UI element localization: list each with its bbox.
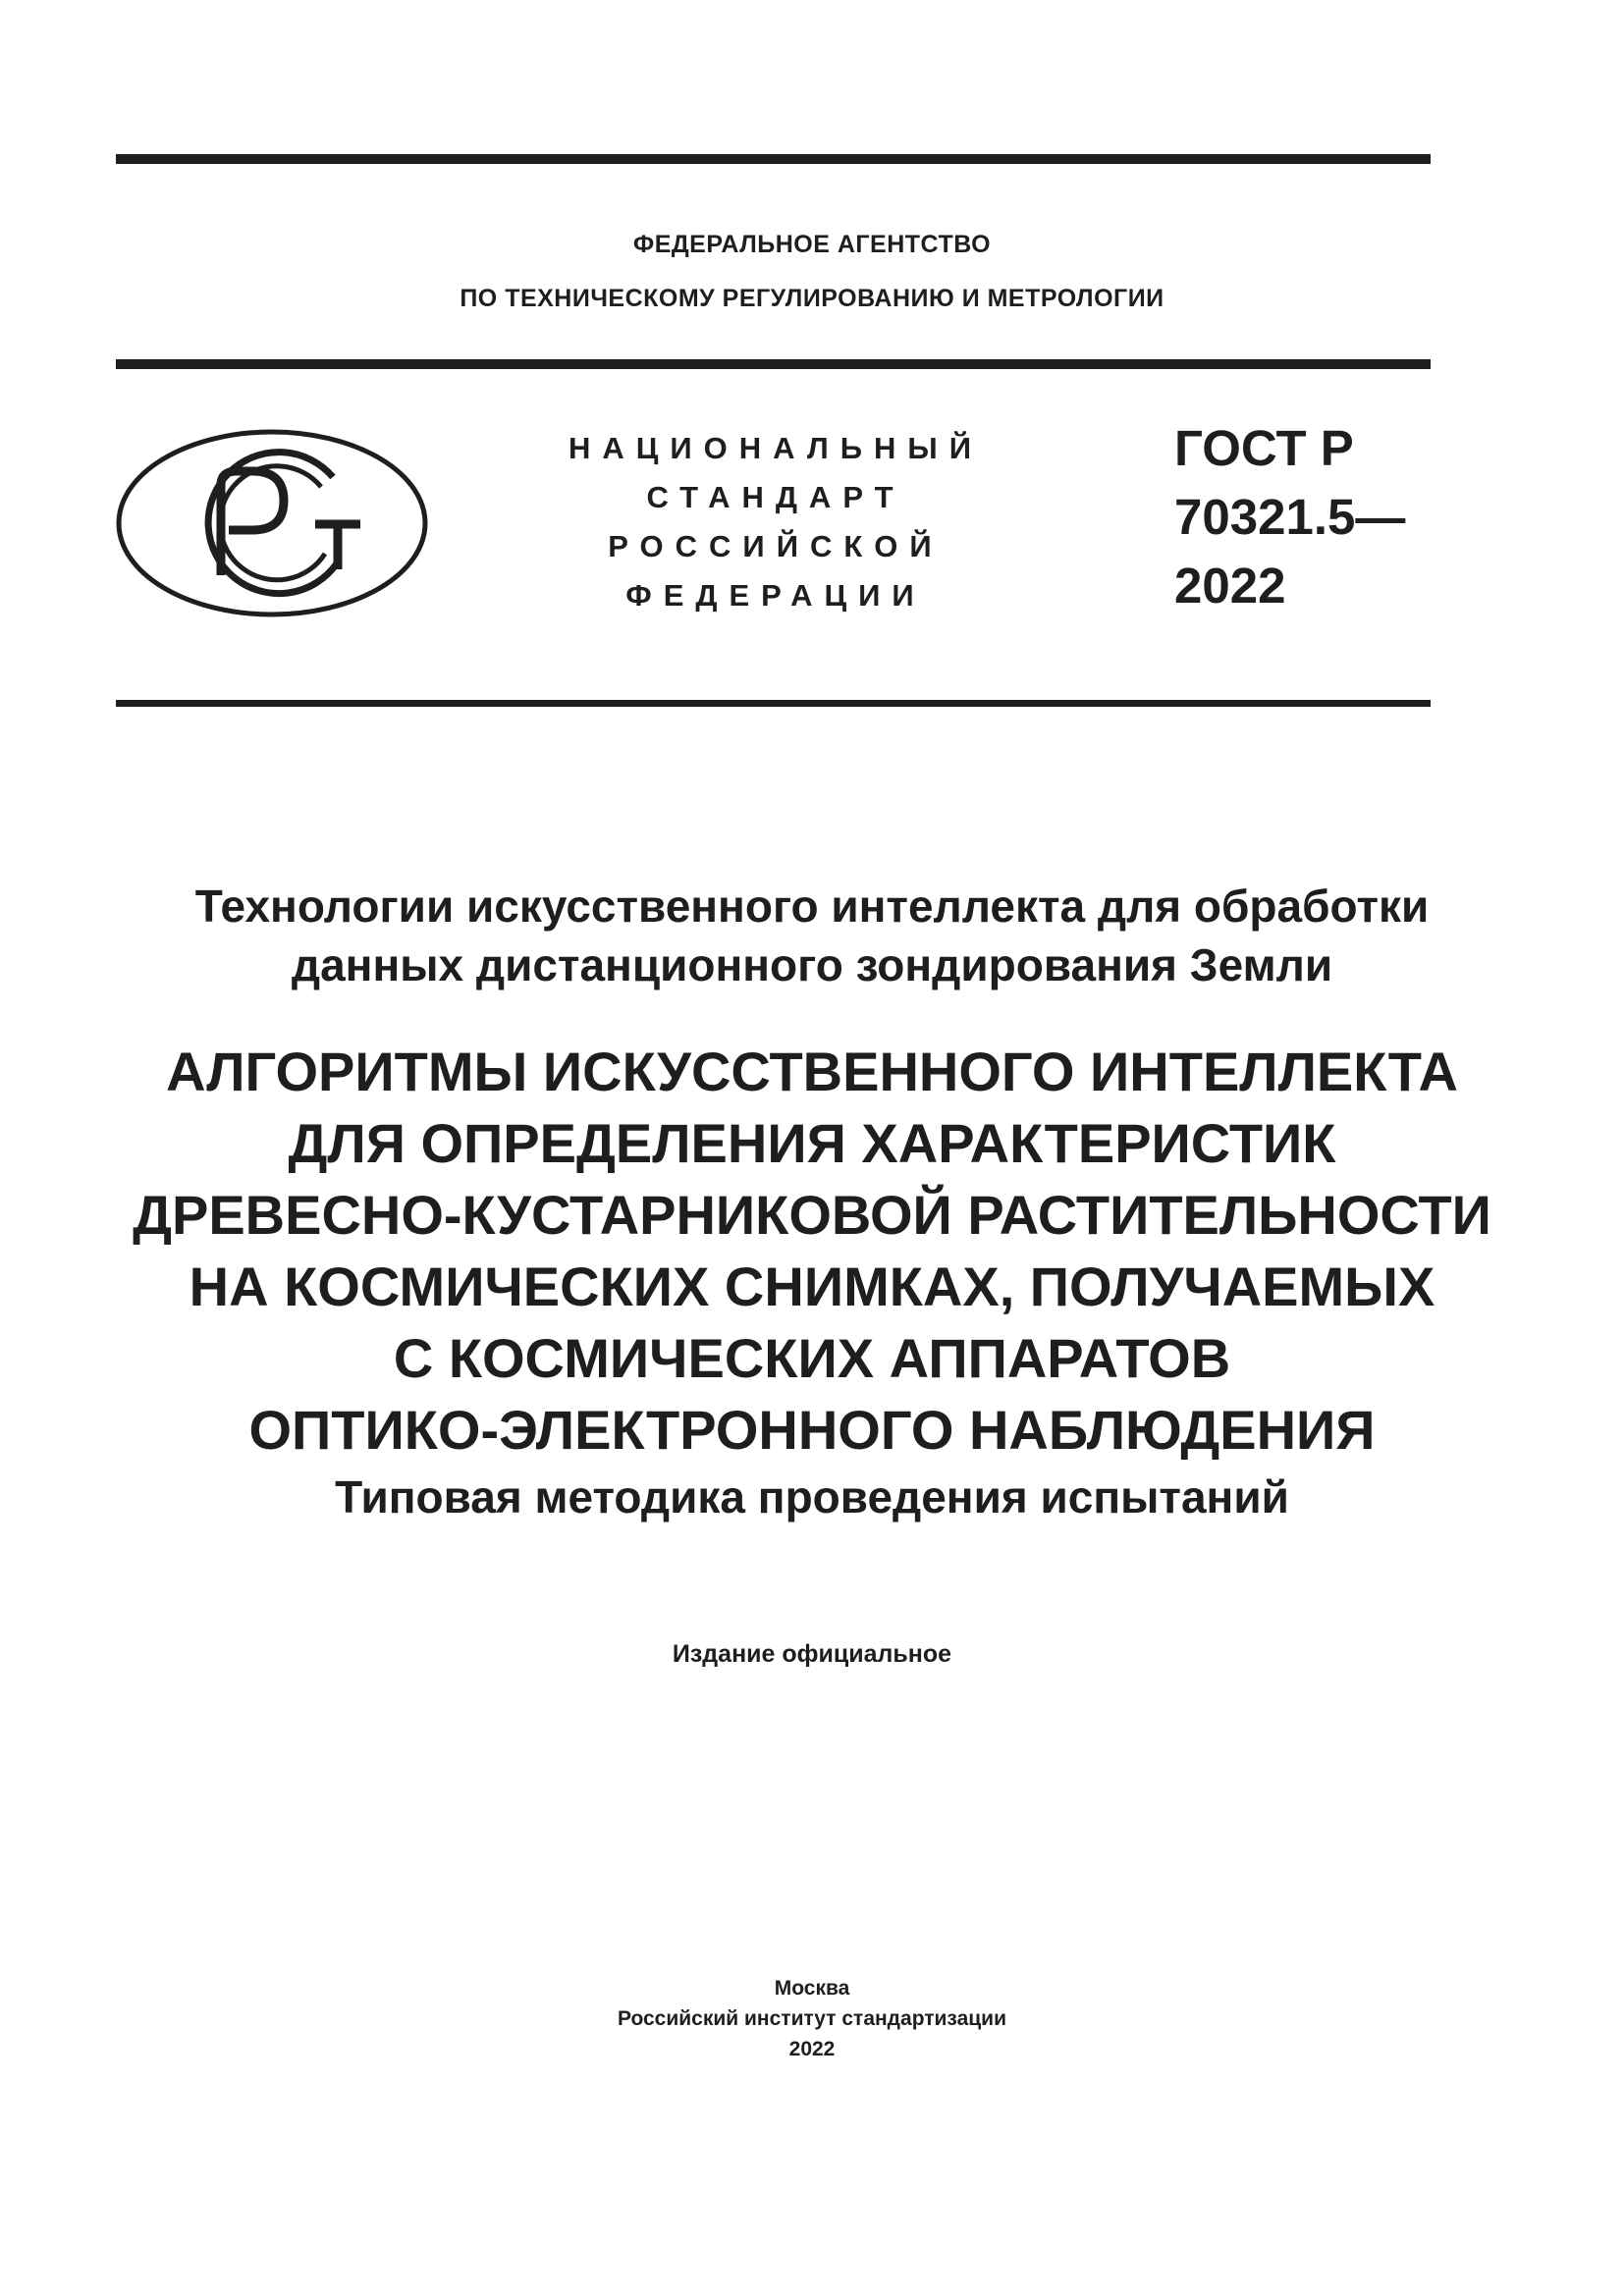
imprint [0, 1973, 1624, 2064]
main-title-line-5: С КОСМИЧЕСКИХ АППАРАТОВ [393, 1327, 1231, 1389]
agency-line-2: ПО ТЕХНИЧЕСКОМУ РЕГУЛИРОВАНИЮ И МЕТРОЛОГИИ [460, 285, 1164, 312]
national-standard-line-1: НАЦИОНАЛЬНЫЙ [568, 431, 984, 465]
agency-name [0, 218, 1624, 326]
rst-mark-icon [115, 428, 429, 618]
national-standard-label [555, 424, 997, 620]
main-title [0, 1036, 1624, 1466]
edition-label: Издание официальное [672, 1640, 952, 1668]
main-title-line-2: ДЛЯ ОПРЕДЕЛЕНИЯ ХАРАКТЕРИСТИК [288, 1112, 1336, 1174]
header-divider [116, 359, 1431, 369]
main-title-line-4: НА КОСМИЧЕСКИХ СНИМКАХ, ПОЛУЧАЕМЫХ [189, 1255, 1435, 1317]
general-title-line-2: данных дистанционного зондирования Земли [291, 939, 1333, 990]
agency-line-1: ФЕДЕРАЛЬНОЕ АГЕНТСТВО [632, 231, 992, 258]
imprint-city: Москва [774, 1977, 850, 2000]
national-standard-line-4: ФЕДЕРАЦИИ [625, 578, 926, 613]
general-title-line-1: Технологии искусственного интеллекта для обработки [194, 881, 1430, 932]
header-bottom-rule [116, 700, 1431, 707]
sub-title: Типовая методика проведения испытаний [335, 1471, 1289, 1522]
national-standard-line-2: СТАНДАРТ [646, 480, 905, 514]
designation-line-1: ГОСТ Р [1174, 420, 1354, 476]
main-title-line-6: ОПТИКО-ЭЛЕКТРОННОГО НАБЛЮДЕНИЯ [248, 1399, 1376, 1461]
top-rule [116, 154, 1431, 164]
designation-line-3: 2022 [1174, 558, 1286, 614]
imprint-year: 2022 [788, 2038, 836, 2060]
national-standard-line-3: РОССИЙСКОЙ [608, 529, 944, 563]
general-title [0, 877, 1624, 994]
designation-line-2: 70321.5— [1174, 489, 1406, 545]
imprint-publisher: Российский институт стандартизации [617, 2007, 1007, 2030]
main-title-line-3: ДРЕВЕСНО-КУСТАРНИКОВОЙ РАСТИТЕЛЬНОСТИ [133, 1184, 1491, 1246]
standard-designation [1174, 414, 1405, 620]
main-title-line-1: АЛГОРИТМЫ ИСКУССТВЕННОГО ИНТЕЛЛЕКТА [166, 1041, 1458, 1102]
